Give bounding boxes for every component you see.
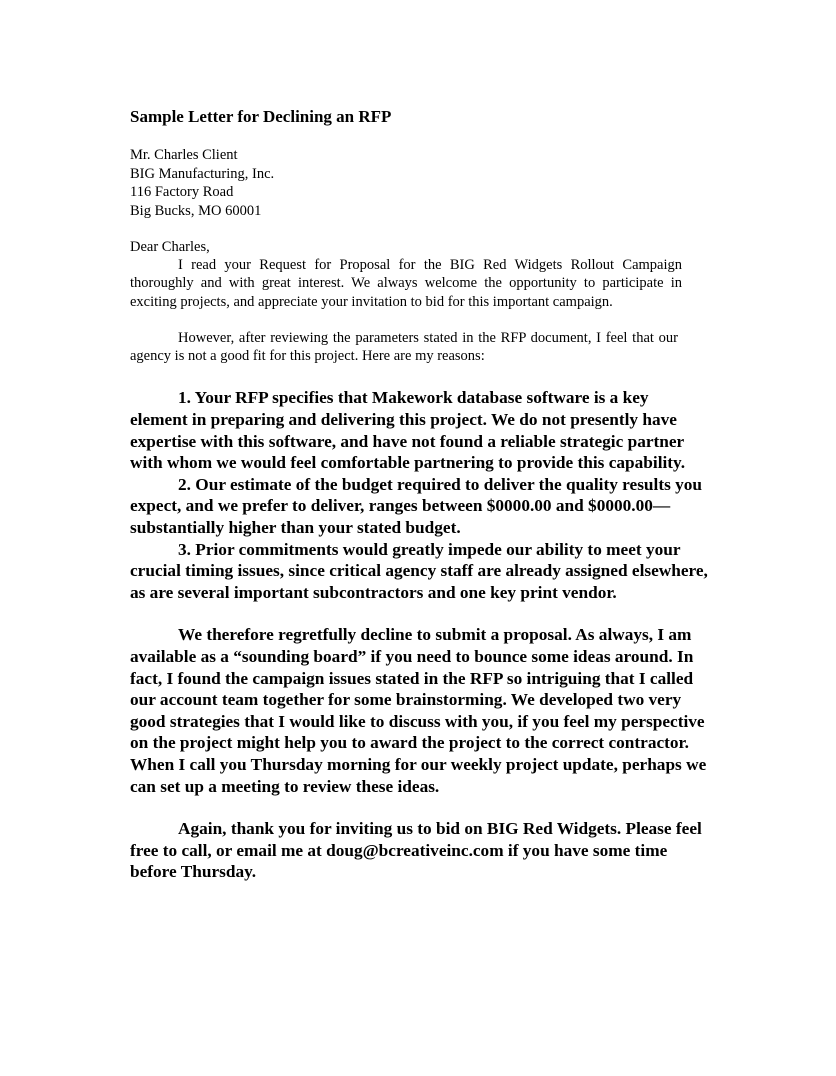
- reason-item: 3. Prior commitments would greatly impede our ability to meet your crucial timing issues, since critical agency staff are already assigned elsewhere, as are several important subcontractors and one key print vendor.: [130, 539, 708, 602]
- letter-title: Sample Letter for Declining an RFP: [130, 107, 392, 126]
- reasons-list: [130, 387, 710, 603]
- decline-paragraph-text: We therefore regretfully decline to submit a proposal. As always, I am available as a “sounding board” if you need to bounce some ideas around. In fact, I found the campaign issues stated in the RFP so intriguing that I called our account team together for some brainstorming. We developed two very good strategies that I would like to discuss with you, if you feel my perspective on the project might help you to award the project to the correct contractor. When I call you Thursday morning for our weekly project update, perhaps we can set up a meeting to review these ideas.: [130, 625, 707, 796]
- intro-paragraph: I read your Request for Proposal for the BIG Red Widgets Rollout Campaign thoroughly and with great interest. We always welcome the opportunity to participate in exciting projects, and appreciate your invitation to bid for this important campaign.: [130, 257, 682, 310]
- decline-reason-intro-paragraph: However, after reviewing the parameters stated in the RFP document, I feel that our agency is not a good fit for this project. Here are my reasons:: [130, 329, 678, 365]
- salutation: Dear Charles,: [130, 239, 210, 255]
- recipient-company: BIG Manufacturing, Inc.: [130, 165, 275, 182]
- reason-item: 2. Our estimate of the budget required to deliver the quality results you expect, and we prefer to deliver, ranges between $0000.00 and $0000.00—substantially higher than your stated budget.: [130, 474, 703, 538]
- recipient-address: [130, 146, 710, 220]
- closing-paragraph-text: Again, thank you for inviting us to bid on BIG Red Widgets. Please feel free to call, or email me at doug@bcreativeinc.com if you have some time before Thursday.: [130, 819, 702, 882]
- reason-item: 1. Your RFP specifies that Makework database software is a key element in preparing and delivering this project. We do not presently have expertise with this software, and have not found a reliable strategic partner with whom we would feel comfortable partnering to provide this capability.: [130, 388, 686, 473]
- letter-page: [130, 106, 710, 883]
- recipient-city: Big Bucks, MO 60001: [130, 202, 262, 219]
- recipient-name: Mr. Charles Client: [130, 147, 238, 163]
- decline-paragraph: [130, 624, 710, 797]
- recipient-street: 116 Factory Road: [130, 184, 234, 200]
- closing-paragraph: [130, 818, 710, 883]
